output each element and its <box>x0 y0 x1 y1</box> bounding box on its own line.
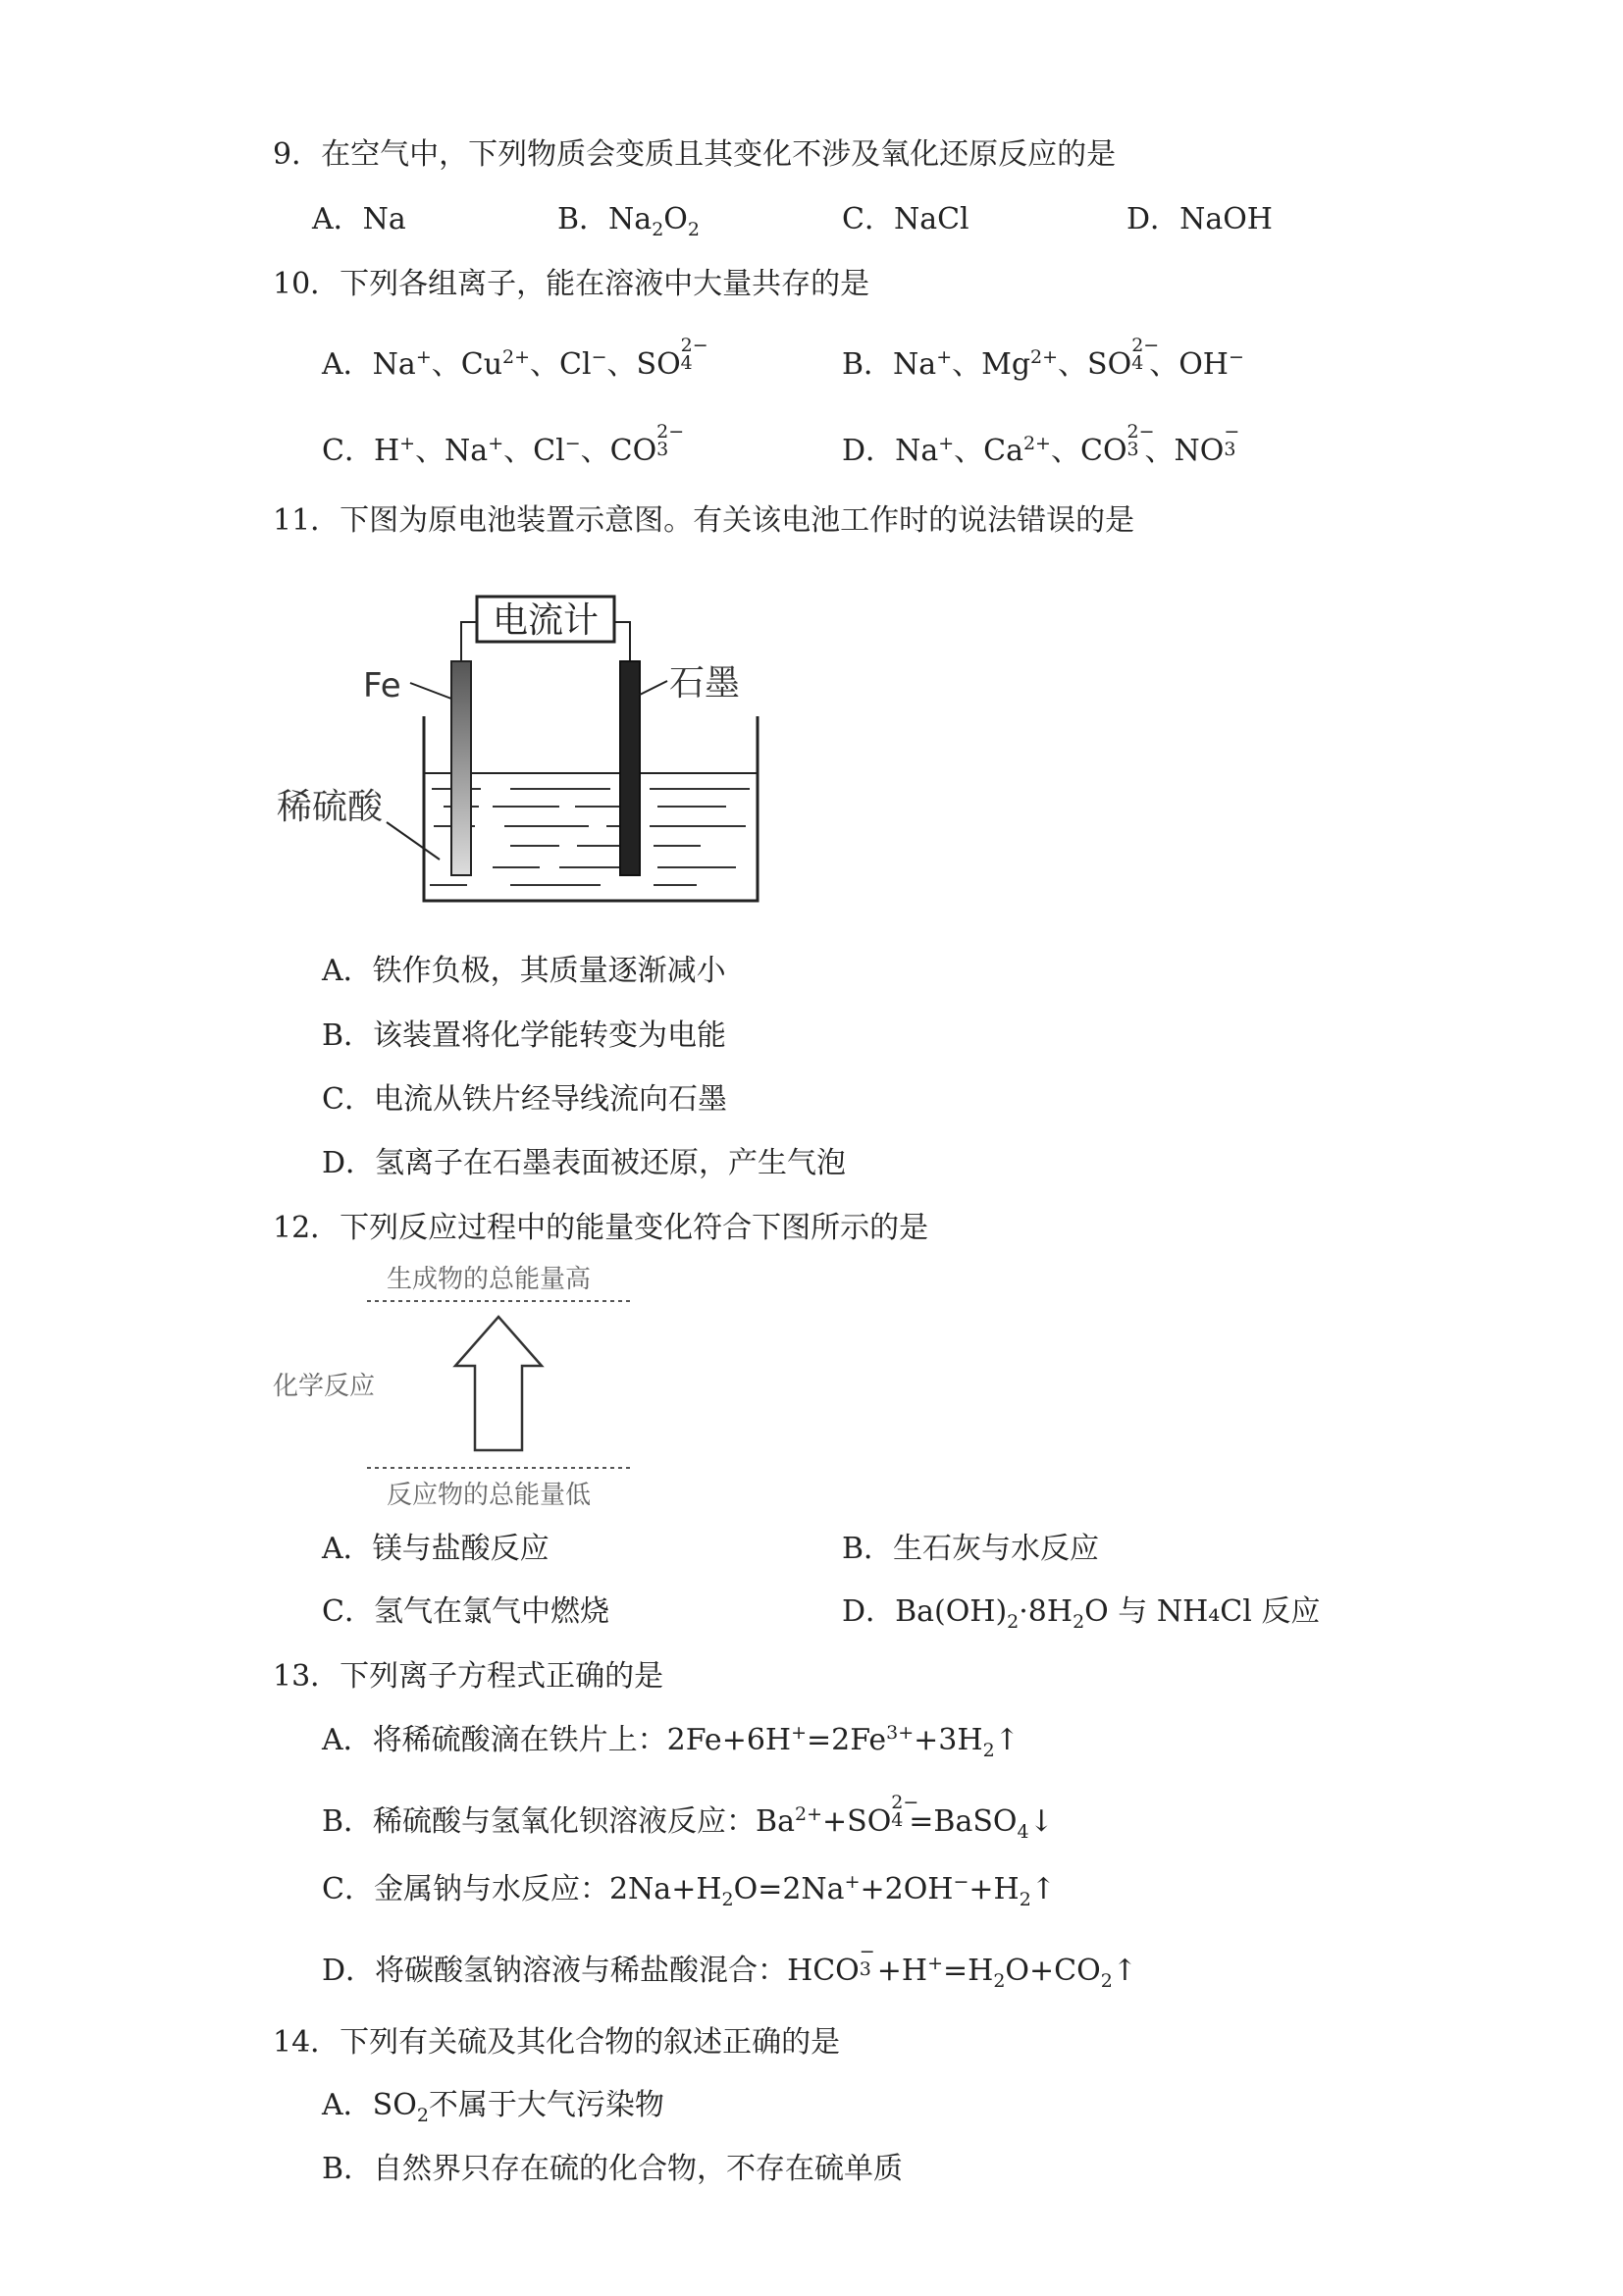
q9-option-d: D．NaOH <box>1126 202 1273 236</box>
iron-electrode-label: Fe <box>363 666 401 705</box>
graphite-electrode-label: 石墨 <box>669 663 741 704</box>
iron-electrode <box>451 661 471 875</box>
ammeter-box <box>477 597 614 642</box>
galvanic-cell-diagram <box>265 579 775 913</box>
q12-option-a: A．镁与盐酸反应 <box>322 1532 550 1566</box>
q9-option-b: B．$Na_2O_2$ <box>557 202 700 240</box>
q13-option-c: C．金属钠与水反应：$2Na+H_2O=2Na^++2OH^-+H_2↑$ <box>322 1871 1056 1910</box>
q13-option-a: A．将稀硫酸滴在铁片上：$2Fe+6H^+=2Fe^{3+}+3H_2↑$ <box>322 1722 1020 1761</box>
q13-option-b: B．稀硫酸与氢氧化钡溶液反应：$Ba^{2+}+SO$ 2− 4 =BaSO$_4$↓ <box>322 1792 1054 1843</box>
q9-option-a: A．Na <box>312 202 406 236</box>
q10-option-a: A．Na+、$Cu^{2+}$、Cl−、SO 2− 4 <box>322 335 708 382</box>
q14-stem: 14．下列有关硫及其化合物的叙述正确的是 <box>273 2025 841 2060</box>
solution-label: 稀硫酸 <box>277 787 384 827</box>
q11-option-c: C．电流从铁片经导线流向石墨 <box>322 1082 727 1117</box>
q9-option-c: C．NaCl <box>842 202 969 236</box>
ammeter-label: 电流计 <box>492 600 600 641</box>
q14-option-b: B．自然界只存在硫的化合物，不存在硫单质 <box>322 2152 904 2186</box>
beaker <box>424 716 758 901</box>
q12-stem: 12．下列反应过程中的能量变化符合下图所示的是 <box>273 1211 929 1245</box>
q10-option-c: C．H+、Na+、Cl−、CO 2− 3 <box>322 421 685 468</box>
energy-diagram <box>265 1258 657 1523</box>
q11-option-a: A．铁作负极，其质量逐渐减小 <box>322 954 726 988</box>
graphite-electrode <box>620 661 640 875</box>
q11-option-d: D．氢离子在石墨表面被还原，产生气泡 <box>322 1146 847 1180</box>
q14-option-a: A．$SO_2$不属于大气污染物 <box>322 2088 664 2126</box>
q10-stem: 10．下列各组离子，能在溶液中大量共存的是 <box>273 267 870 301</box>
solution-wave-lines <box>430 789 750 885</box>
reactants-energy-label: 反应物的总能量低 <box>387 1481 592 1510</box>
q12-option-d: D．$Ba(OH)_2\cdot 8H_2O$ 与 NH₄Cl 反应 <box>842 1594 1321 1633</box>
q12-option-c: C．氢气在氯气中燃烧 <box>322 1594 609 1629</box>
q11-stem: 11．下图为原电池装置示意图。有关该电池工作时的说法错误的是 <box>273 503 1135 538</box>
reaction-label: 化学反应 <box>273 1372 376 1401</box>
q10-option-d: D．Na+、$Ca^{2+}$、CO 2− 3 、NO − 3 <box>842 421 1240 468</box>
q13-stem: 13．下列离子方程式正确的是 <box>273 1659 664 1694</box>
q10-option-b: B．Na+、$Mg^{2+}$、SO 2− 4 、OH− <box>842 335 1244 382</box>
right-wire <box>614 622 630 661</box>
q9-stem: 9．在空气中，下列物质会变质且其变化不涉及氧化还原反应的是 <box>273 137 1117 172</box>
left-wire <box>461 622 477 661</box>
q12-option-b: B．生石灰与水反应 <box>842 1532 1100 1566</box>
q13-option-d: D．将碳酸氢钠溶液与稀盐酸混合：HCO − 3 $+H^+=H_2O+CO_2↑$ <box>322 1941 1137 1992</box>
q11-option-b: B．该装置将化学能转变为电能 <box>322 1018 727 1053</box>
products-energy-label: 生成物的总能量高 <box>387 1265 592 1294</box>
up-arrow-icon <box>455 1317 542 1450</box>
